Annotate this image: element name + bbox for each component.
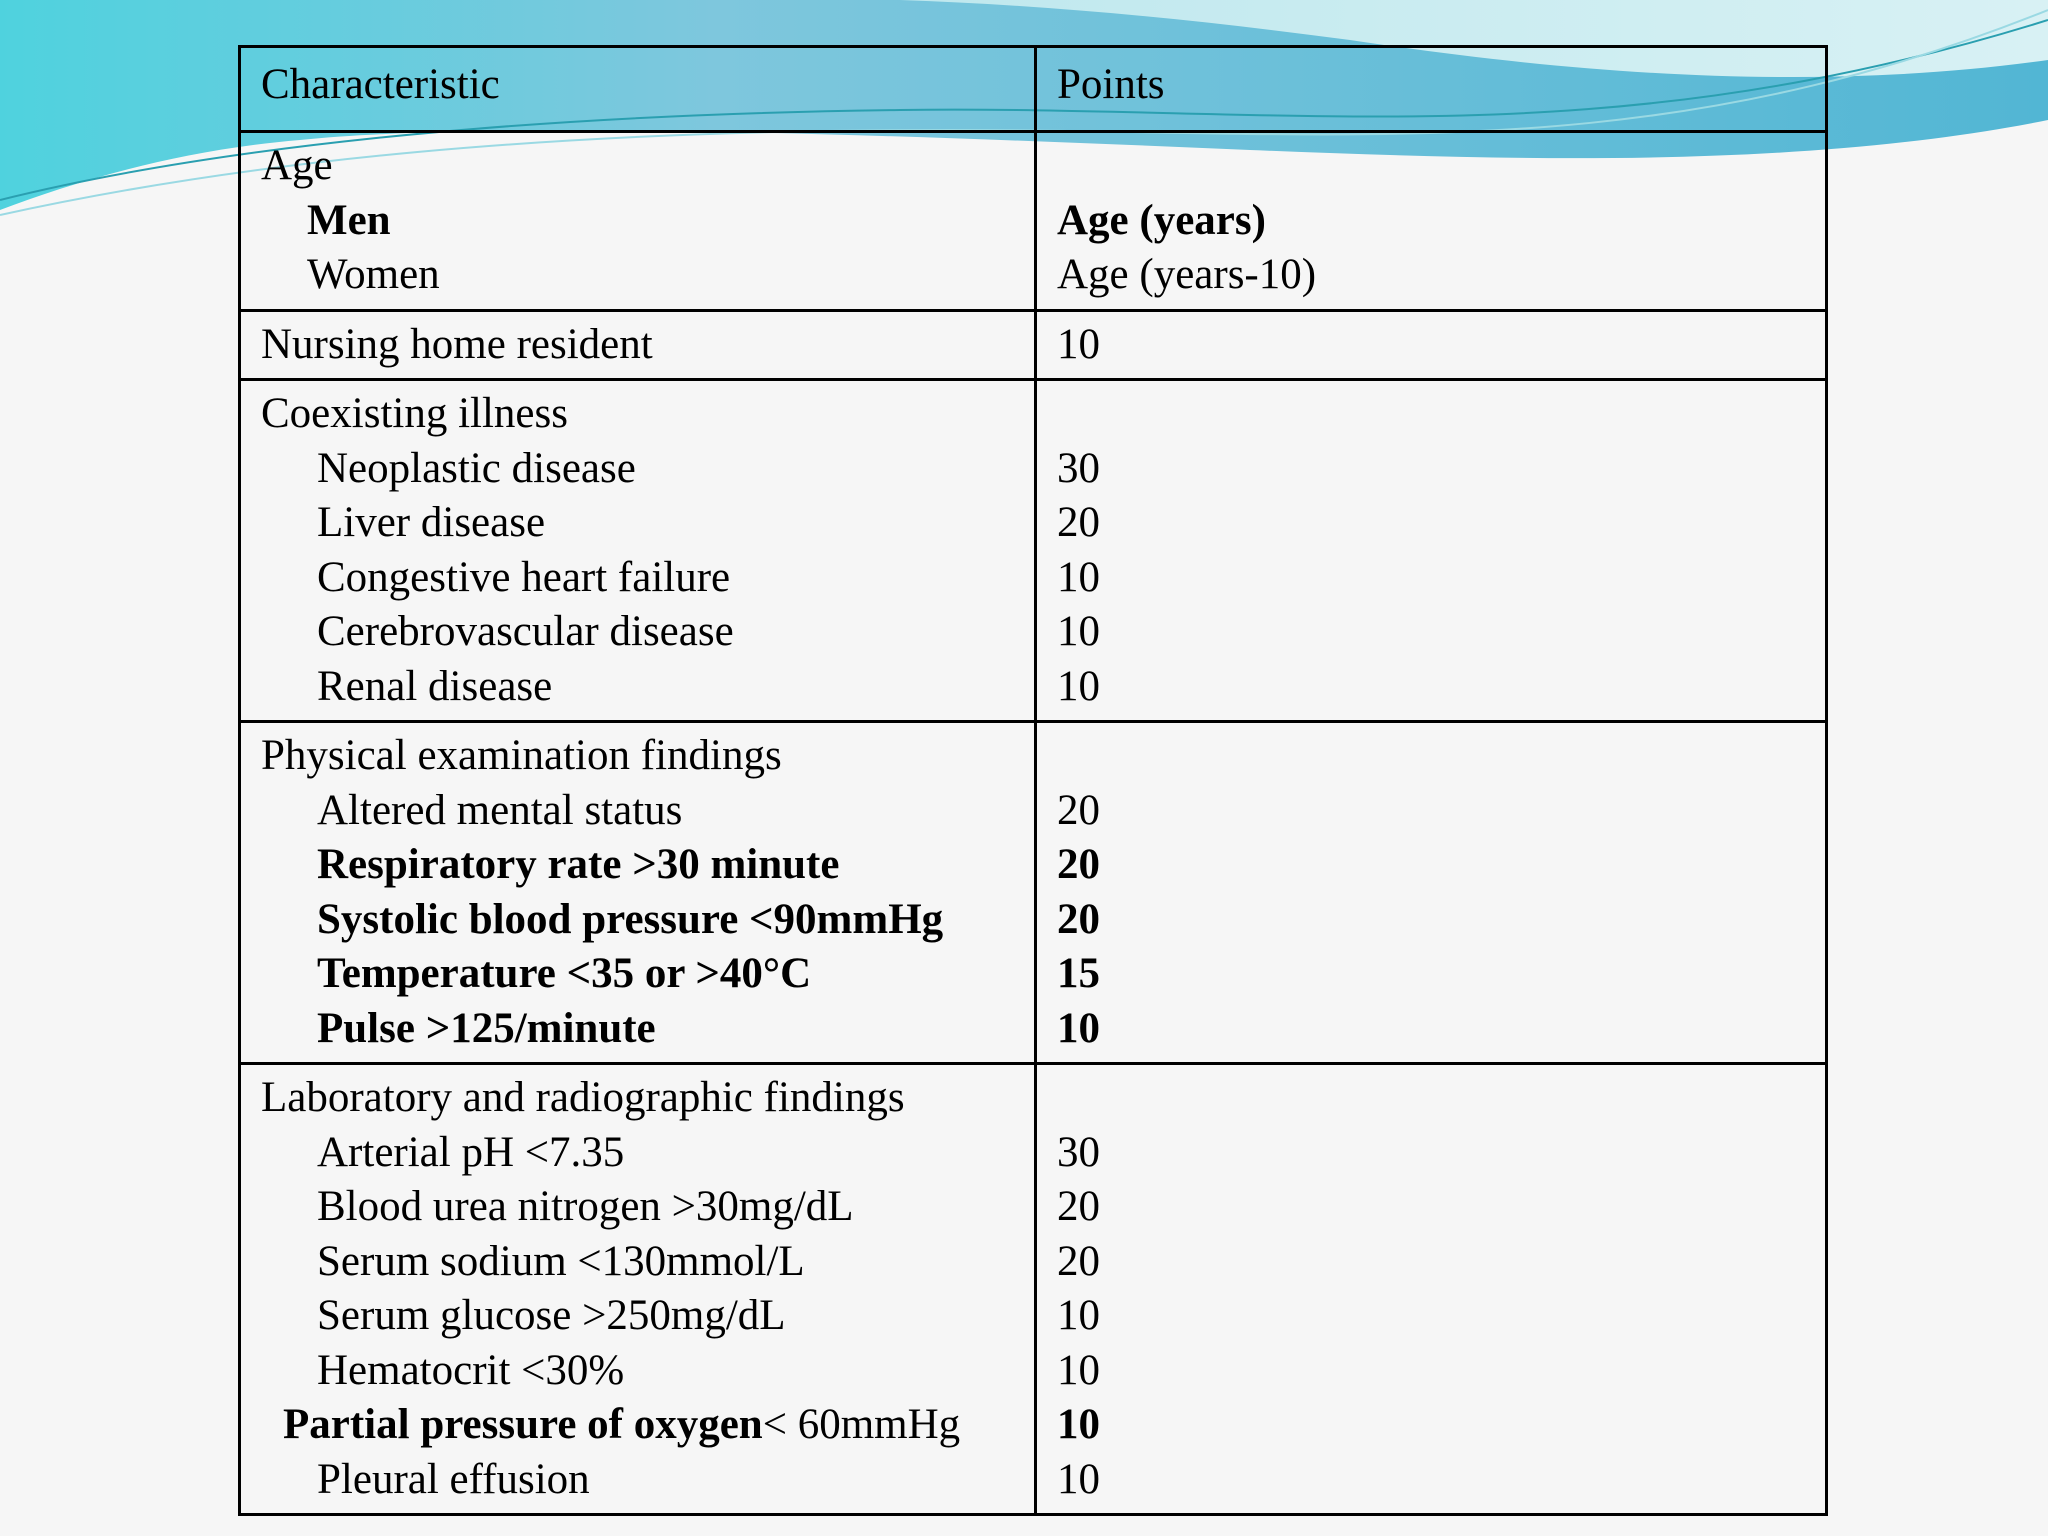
row-label-pao2 xyxy=(261,1398,1014,1453)
row-label: Serum glucose >250mg/dL xyxy=(317,1292,786,1339)
group-title-lab: Laboratory and radiographic findings xyxy=(261,1074,905,1121)
table-row-physical xyxy=(240,722,1827,1064)
row-points: 10 xyxy=(1057,1455,1100,1503)
row-points: 10 xyxy=(1057,1292,1100,1339)
row-points-women: Age (years-10) xyxy=(1057,251,1317,298)
row-points: 20 xyxy=(1057,499,1100,546)
row-label: Altered mental status xyxy=(317,786,683,834)
row-label: Temperature <35 or >40°C xyxy=(317,950,812,997)
table-row-nursing xyxy=(240,310,1827,380)
row-points: 20 xyxy=(1057,1237,1100,1285)
table-row-lab xyxy=(240,1064,1827,1515)
row-label: Arterial pH <7.35 xyxy=(317,1128,625,1176)
row-points: 10 xyxy=(1057,1004,1100,1052)
row-label: Renal disease xyxy=(317,662,553,710)
row-label: Cerebrovascular disease xyxy=(317,608,734,655)
row-label: Serum sodium <130mmol/L xyxy=(317,1237,805,1285)
row-label: Systolic blood pressure <90mmHg xyxy=(317,895,944,943)
row-points-men: Age (years) xyxy=(1057,196,1266,244)
row-points: 10 xyxy=(1057,1401,1100,1448)
table-header-row xyxy=(240,47,1827,132)
header-points: Points xyxy=(1036,47,1827,132)
row-label: Congestive heart failure xyxy=(317,553,731,601)
row-label-rest-part: < 60mmHg xyxy=(762,1401,961,1448)
group-title-coexisting: Coexisting illness xyxy=(261,390,568,437)
row-points-nursing: 10 xyxy=(1057,320,1100,368)
row-points: 30 xyxy=(1057,444,1100,492)
row-points: 10 xyxy=(1057,608,1100,655)
group-title-physical: Physical examination findings xyxy=(261,732,782,779)
header-characteristic: Characteristic xyxy=(240,47,1036,132)
row-points: 30 xyxy=(1057,1128,1100,1176)
table-row-age xyxy=(240,132,1827,311)
row-points: 10 xyxy=(1057,662,1100,710)
row-label-nursing: Nursing home resident xyxy=(261,320,653,368)
table-row-coexisting xyxy=(240,380,1827,722)
row-points: 20 xyxy=(1057,1183,1100,1230)
row-label: Hematocrit <30% xyxy=(317,1346,625,1394)
row-label: Pleural effusion xyxy=(317,1455,590,1503)
row-label: Pulse >125/minute xyxy=(317,1004,656,1052)
row-points: 15 xyxy=(1057,950,1100,997)
scoring-table xyxy=(238,45,1828,1516)
group-title-age: Age xyxy=(261,142,333,189)
row-label: Neoplastic disease xyxy=(317,444,636,492)
row-label: Liver disease xyxy=(317,499,546,546)
row-points: 20 xyxy=(1057,841,1100,888)
row-label-men: Men xyxy=(307,196,391,244)
row-label-women: Women xyxy=(307,251,440,298)
row-label: Blood urea nitrogen >30mg/dL xyxy=(317,1183,854,1230)
row-points: 20 xyxy=(1057,786,1100,834)
row-label-bold-part: Partial pressure of oxygen xyxy=(283,1401,763,1448)
row-points: 20 xyxy=(1057,895,1100,943)
row-label: Respiratory rate >30 minute xyxy=(317,841,840,888)
row-points: 10 xyxy=(1057,553,1100,601)
row-points: 10 xyxy=(1057,1346,1100,1394)
